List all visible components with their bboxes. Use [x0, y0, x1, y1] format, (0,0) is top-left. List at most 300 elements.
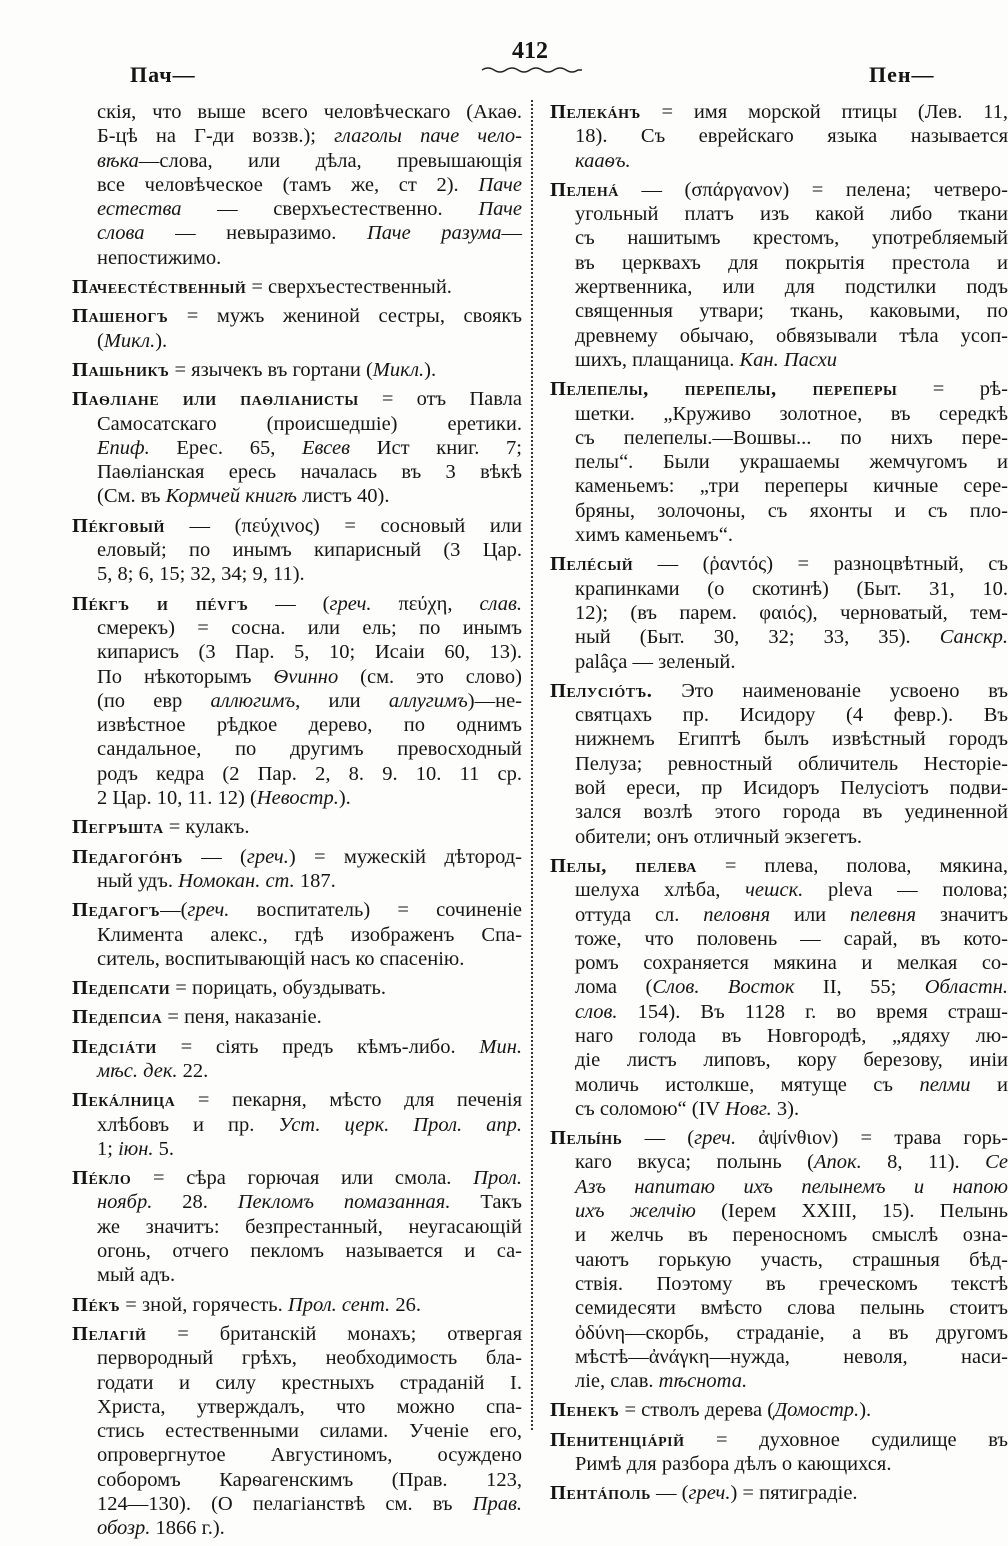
italic-text: Кормчей книгѣ: [165, 485, 297, 508]
entry-line: [72, 898, 522, 922]
italic-text: аллюгимъ: [210, 689, 296, 712]
entry-line: [72, 640, 522, 664]
italic-text: Пекломъ помазанная.: [237, 1191, 451, 1214]
italic-text: слова: [97, 222, 145, 245]
headword: Пеленá: [550, 178, 619, 201]
definition-text: моличь истолкше, мятуще съ: [575, 1073, 920, 1096]
entry-line: [72, 689, 522, 713]
entry-line: [550, 1452, 1008, 1476]
italic-text: аллугимъ: [388, 689, 468, 712]
dictionary-entry: [72, 815, 522, 839]
dictionary-entry: [72, 898, 522, 971]
definition-text: въ церквахъ для покрытія престола и: [575, 251, 1008, 274]
entry-line: [72, 1137, 522, 1161]
italic-text: Областн.: [924, 976, 1008, 999]
entry-line: [550, 800, 1008, 824]
definition-text: (: [97, 329, 104, 352]
entry-line: [550, 878, 1008, 902]
entry-line: [550, 703, 1008, 727]
entry-line: [72, 538, 522, 562]
entry-line: [550, 727, 1008, 751]
headword: Педепсиа: [72, 1006, 163, 1029]
dictionary-entry: [72, 1166, 522, 1287]
definition-text: нижнемъ Египтѣ былъ извѣстный городъ: [575, 728, 1008, 751]
definition-text: —: [501, 222, 522, 245]
entry-line: [550, 275, 1008, 299]
definition-text: зался возлѣ этого города въ уединенной: [575, 801, 1008, 824]
definition-text: съ соломою“ (IV: [575, 1097, 725, 1120]
definition-text: ствія. Поэтому въ греческомъ текстѣ: [575, 1272, 1008, 1295]
entry-line: [72, 845, 522, 869]
definition-text: πεύχη,: [371, 592, 480, 615]
dictionary-entry: [550, 1481, 1008, 1505]
italic-text: Невостр.: [256, 787, 339, 810]
italic-text: Прав.: [472, 1493, 522, 1516]
italic-text: греч.: [694, 1127, 737, 1150]
definition-text: Это наименованіе усвоено въ: [652, 679, 1008, 702]
dictionary-entry: [72, 387, 522, 508]
headword: Пéкгъ и пévгъ: [72, 592, 249, 615]
dictionary-entry: [550, 377, 1008, 547]
definition-text: непостижимо.: [97, 246, 222, 269]
entry-line: [72, 1371, 522, 1395]
definition-text: — (: [622, 1127, 695, 1150]
entry-line: [550, 450, 1008, 474]
entry-line: [72, 1516, 522, 1540]
dictionary-entry: [72, 514, 522, 587]
definition-text: съ нашитымъ крестомъ, употребляемый: [575, 227, 1008, 250]
definition-text: Климента алекс., гдѣ изображенъ Спа-: [97, 923, 522, 946]
definition-text: ).: [338, 787, 351, 810]
definition-text: Христа, утверждалъ, что можно спа-: [97, 1395, 522, 1418]
entry-line: [72, 665, 522, 689]
entry-line: [550, 1073, 1008, 1097]
definition-text: мый адъ.: [97, 1264, 176, 1287]
entry-line: [72, 1166, 522, 1190]
definition-text: вой ереси, пр Исидоръ Пелусіотъ подви-: [575, 777, 1008, 800]
entry-line: [550, 951, 1008, 975]
entry-line: [72, 1346, 522, 1370]
headword: Пелусióтъ.: [550, 679, 653, 702]
italic-text: мѣс. дек.: [97, 1059, 178, 1082]
entry-line: [72, 1468, 522, 1492]
definition-text: Такъ: [450, 1191, 522, 1214]
headword: Педагогъ: [72, 899, 161, 922]
italic-text: естества: [97, 198, 182, 221]
definition-text: огонь, отчего пекломъ называется и са-: [97, 1240, 522, 1263]
dictionary-entry: [72, 1293, 522, 1317]
definition-text: = пекарня, мѣсто для печенія: [175, 1089, 522, 1112]
entry-line: [72, 592, 522, 616]
definition-text: Ерес. 65,: [149, 436, 303, 459]
dictionary-entry: [72, 592, 522, 811]
entry-line: [72, 947, 522, 971]
entry-line: [550, 1369, 1008, 1393]
definition-text: годати и силу крестныхъ страданій І.: [97, 1371, 522, 1394]
running-head-right: Пен—: [869, 62, 935, 87]
entry-line: [72, 869, 522, 893]
definition-text: 26.: [390, 1293, 421, 1316]
italic-text: кааѳъ.: [575, 149, 631, 172]
italic-text: Уст. церк. Прол. апр.: [278, 1113, 522, 1136]
dictionary-entry: [72, 304, 522, 353]
entry-line: [550, 825, 1008, 849]
definition-text: первородный грѣхъ, необходимость бла-: [97, 1347, 522, 1370]
italic-text: Новг.: [724, 1097, 772, 1120]
entry-line: [550, 854, 1008, 878]
entry-line: [72, 1005, 522, 1029]
definition-text: = сверхъестественный.: [246, 276, 452, 299]
italic-text: Ѳvинно: [273, 665, 339, 688]
italic-text: ихъ желчію: [575, 1200, 696, 1223]
definition-text: хлѣбовъ и пр.: [97, 1113, 279, 1136]
italic-text: пелми: [919, 1073, 971, 1096]
entry-line: [550, 1248, 1008, 1272]
definition-text: = стволъ дерева (: [619, 1399, 775, 1422]
entry-line: [72, 1419, 522, 1443]
dictionary-entry: [550, 100, 1008, 173]
definition-text: ромъ сохраняется мякина и мелкая со-: [575, 952, 1008, 975]
italic-text: Евсев: [302, 436, 350, 459]
definition-text: съ пелепелы.—Вошвы... по нихъ пере-: [575, 426, 1008, 449]
definition-text: pleva — полова;: [803, 879, 1008, 902]
definition-text: ) = пятиградіе.: [730, 1482, 858, 1505]
italic-text: Азъ напитаю ихъ пелынемъ и напою: [575, 1175, 1008, 1198]
entry-line: [550, 975, 1008, 999]
italic-text: пеловня: [703, 903, 771, 926]
definition-text: 8, 11).: [861, 1151, 986, 1174]
headword: Пенекъ: [550, 1399, 620, 1422]
definition-text: мѣстѣ—ἀνάγκη—нужда, неволя, наси-: [575, 1345, 1008, 1368]
dictionary-entry: [72, 1088, 522, 1161]
definition-text: 187.: [294, 869, 336, 892]
definition-text: = пеня, наказаніе.: [162, 1006, 322, 1029]
italic-text: Мин.: [479, 1035, 522, 1058]
definition-text: кипарисъ (3 Пар. 5, 10; Исаіи 60, 13).: [97, 641, 522, 664]
definition-text: ὀδύνη—скорбь, страданіе, а въ другомъ: [575, 1321, 1008, 1344]
definition-text: семидесяти вмѣсто слова пелынь стоитъ: [575, 1297, 1008, 1320]
dictionary-entry: [72, 275, 522, 299]
entry-line: [72, 484, 522, 508]
entry-line: [72, 304, 522, 328]
headword: Пашеногъ: [72, 305, 169, 328]
definition-text: пелы“. Были украшаемы жемчугомъ и: [575, 451, 1008, 474]
definition-text: palâça — зеленый.: [575, 650, 736, 673]
definition-text: каго вкуса; полынь (: [575, 1151, 814, 1174]
definition-text: — (πεύχινος) = сосновый или: [164, 514, 522, 537]
definition-text: извѣстное рѣдкое дерево, по однимъ: [97, 714, 522, 737]
definition-text: ный (Быт. 30, 32; 33, 35).: [575, 626, 940, 649]
italic-text: обозр.: [97, 1517, 151, 1540]
definition-text: = зной, горячесть.: [120, 1293, 288, 1316]
definition-text: оттуда сл.: [575, 903, 704, 926]
definition-text: древнему обычаю, обвязывали тѣла усоп-: [575, 324, 1008, 347]
ornamental-rule: [482, 66, 582, 74]
entry-line: [72, 221, 522, 245]
definition-text: 22.: [177, 1059, 209, 1082]
headword: Пéкло: [72, 1167, 132, 1190]
entry-line: [72, 173, 522, 197]
entry-line: [550, 1345, 1008, 1369]
entry-line: [550, 499, 1008, 523]
entry-line: [550, 1223, 1008, 1247]
italic-text: Паче разума: [367, 222, 502, 245]
italic-text: Санскр.: [939, 626, 1008, 649]
entry-line: [72, 1113, 522, 1137]
definition-text: = духовное судилище въ: [684, 1428, 1008, 1451]
italic-text: греч.: [187, 899, 230, 922]
definition-text: еловый; по инымъ кипарисный (3 Цар.: [97, 539, 522, 562]
entry-line: [72, 737, 522, 761]
entry-line: [550, 377, 1008, 401]
entry-line: [550, 577, 1008, 601]
definition-text: = мужъ жениной сестры, своякъ: [168, 305, 522, 328]
entry-line: [550, 903, 1008, 927]
entry-line: [72, 762, 522, 786]
italic-text: Епиф.: [97, 436, 150, 459]
dictionary-entry: [72, 1322, 522, 1541]
definition-text: 3).: [771, 1097, 800, 1120]
entry-line: [550, 226, 1008, 250]
entry-line: [72, 1395, 522, 1419]
italic-text: Микл.: [103, 329, 156, 352]
entry-line: [72, 436, 522, 460]
entry-line: [72, 1322, 522, 1346]
definition-text: наго голода въ Новгородѣ, „ядяху лю-: [575, 1024, 1008, 1047]
definition-text: )—не-: [467, 689, 523, 712]
headword: Педагогóнъ: [72, 845, 183, 868]
entry-line: [72, 149, 522, 173]
definition-text: = порицать, обуздывать.: [170, 977, 387, 1000]
definition-text: (по евр: [97, 689, 211, 712]
headword: Пегръшта: [72, 816, 164, 839]
entry-line: [72, 1059, 522, 1083]
entry-line: [72, 1190, 522, 1214]
dictionary-entry: [72, 1005, 522, 1029]
italic-text: Домостр.: [774, 1399, 860, 1422]
definition-text: 124—130). (О пелагіанствѣ см. въ: [97, 1493, 473, 1516]
definition-text: — (: [650, 1482, 689, 1505]
entry-line: [550, 1272, 1008, 1296]
entry-line: [72, 1263, 522, 1287]
entry-line: [550, 1126, 1008, 1150]
entry-line: [72, 329, 522, 353]
entry-line: [72, 514, 522, 538]
definition-text: (Іерем XXIII, 15). Пелынь: [695, 1200, 1008, 1223]
definition-text: 1866 г.).: [150, 1517, 225, 1540]
dictionary-entry: [72, 845, 522, 894]
entry-line: [550, 650, 1008, 674]
definition-text: жертвенника, или для подстилки подъ: [575, 276, 1008, 299]
italic-text: вѣка: [97, 149, 139, 172]
definition-text: шелуха хлѣба,: [575, 879, 746, 902]
italic-text: греч.: [688, 1482, 731, 1505]
entry-line: [72, 1443, 522, 1467]
entry-line: [550, 1398, 1008, 1422]
right-column: [550, 100, 1008, 1511]
entry-line: [550, 776, 1008, 800]
entry-line: [550, 1048, 1008, 1072]
headword: Пелепелы, перепелы, переперы: [550, 378, 898, 401]
dictionary-entry: [72, 976, 522, 1000]
entry-line: [550, 299, 1008, 323]
headword: Пачеестéственный: [72, 276, 247, 299]
definition-text: Римѣ для разбора дѣлъ о кающихся.: [575, 1453, 892, 1476]
entry-line: [550, 1296, 1008, 1320]
definition-text: — (σπάργανον) = пелена; четверо-: [618, 178, 1008, 201]
italic-text: Паче: [478, 198, 522, 221]
definition-text: Б-цѣ на Г-ди воззв.);: [97, 125, 335, 148]
dictionary-entry: [550, 1126, 1008, 1393]
entry-line: [550, 202, 1008, 226]
definition-text: родъ кедра (2 Пар. 2, 8. 9. 10. 11 ср.: [97, 762, 522, 785]
definition-text: —слова, или дѣла, превышающія: [138, 149, 522, 172]
italic-text: Микл.: [372, 358, 425, 381]
definition-text: же значитъ: безпрестанный, неугасающій: [97, 1215, 522, 1238]
entry-line: [550, 1097, 1008, 1121]
headword: Паѳліане или паѳліанисты: [72, 388, 359, 411]
definition-text: все человѣческое (тамъ же, ст 2).: [97, 173, 479, 196]
definition-text: = язычекъ въ гортани (: [169, 358, 373, 381]
definition-text: Ист книг. 7;: [350, 436, 523, 459]
entry-line: [550, 474, 1008, 498]
definition-text: бряны, золочоны, съ яхонты и съ пло-: [575, 499, 1008, 522]
italic-text: чешск.: [745, 879, 804, 902]
entry-line: [72, 124, 522, 148]
definition-text: , или: [295, 689, 389, 712]
definition-text: священныя утвари; ткань, каковыми, по: [575, 300, 1008, 323]
italic-text: слав.: [479, 592, 523, 615]
italic-text: слов.: [575, 1000, 618, 1023]
definition-text: и желчь въ переносномъ смыслѣ озна-: [575, 1224, 1008, 1247]
definition-text: 154). Въ 1128 г. во время страш-: [617, 1000, 1008, 1023]
headword: Пекáлница: [72, 1089, 176, 1112]
definition-text: = сѣра горючая или смола.: [131, 1167, 474, 1190]
dictionary-entry: [550, 679, 1008, 849]
definition-text: и: [970, 1073, 1008, 1096]
definition-text: химъ каменьемъ“.: [575, 524, 733, 547]
entry-line: [72, 197, 522, 221]
definition-text: ).: [859, 1399, 872, 1422]
definition-text: 28.: [152, 1191, 238, 1214]
definition-text: шихъ, плащаница.: [575, 348, 740, 371]
definition-text: — (: [182, 845, 247, 868]
entry-line: [550, 523, 1008, 547]
definition-text: = отъ Павла: [358, 388, 522, 411]
definition-text: II, 55;: [794, 976, 925, 999]
entry-line: [550, 124, 1008, 148]
entry-line: [550, 927, 1008, 951]
headword: Педепсати: [72, 977, 171, 1000]
entry-line: [72, 786, 522, 810]
definition-text: скія, что выше всего человѣческаго (Акаѳ.: [97, 101, 522, 123]
definition-text: —(: [160, 899, 188, 922]
entry-line: [72, 923, 522, 947]
definition-text: 2 Цар. 10, 11. 12) (: [97, 787, 257, 810]
italic-text: Се: [985, 1151, 1008, 1174]
entry-line: [72, 358, 522, 382]
dictionary-entry: [550, 178, 1008, 372]
definition-text: ἀψίνθιον) = трава горь-: [736, 1127, 1008, 1150]
headword: Пéкъ: [72, 1293, 121, 1316]
definition-text: значитъ: [915, 903, 1008, 926]
definition-text: ).: [424, 358, 437, 381]
definition-text: листъ 40).: [296, 485, 390, 508]
definition-text: воспитатель) = сочиненіе: [229, 899, 522, 922]
italic-text: глаголы паче чело-: [334, 125, 522, 148]
entry-line: [72, 460, 522, 484]
definition-text: діе листъ липовъ, кору березову, иніи: [575, 1049, 1008, 1072]
entry-line: [550, 426, 1008, 450]
italic-text: Слов. Восток: [652, 976, 795, 999]
italic-text: Прол.: [473, 1167, 522, 1190]
definition-text: (см. это слово): [338, 665, 522, 688]
definition-text: обители; онъ отличный экзегетъ.: [575, 825, 863, 848]
italic-text: Кан. Пасхи: [739, 348, 838, 371]
definition-text: — невыразимо.: [144, 222, 367, 245]
entry-line: [72, 815, 522, 839]
definition-text: ный удъ.: [97, 869, 179, 892]
italic-text: пелевня: [850, 903, 916, 926]
headword: Пашьникъ: [72, 358, 170, 381]
entry-line: [72, 1215, 522, 1239]
dictionary-entry: [72, 100, 522, 270]
definition-text: ) = мужескій дѣтород-: [288, 845, 523, 868]
entry-line: [72, 562, 522, 586]
definition-text: сандальное, по другимъ превосходный: [97, 738, 522, 761]
definition-text: = плева, полова, мякина,: [696, 854, 1008, 877]
entry-line: [72, 1035, 522, 1059]
definition-text: — (ῥαντός) = разноцвѣтный, съ: [633, 553, 1008, 576]
entry-line: [550, 1150, 1008, 1174]
entry-line: [550, 149, 1008, 173]
entry-line: [72, 387, 522, 411]
entry-line: [72, 1492, 522, 1516]
entry-line: [550, 178, 1008, 202]
definition-text: — сверхъестественно.: [181, 198, 479, 221]
entry-line: [550, 1428, 1008, 1452]
headword: Пелагій: [72, 1322, 147, 1345]
entry-line: [550, 625, 1008, 649]
italic-text: Прол. сент.: [287, 1293, 391, 1316]
entry-line: [72, 1088, 522, 1112]
italic-text: тѣснота.: [658, 1370, 748, 1393]
entry-line: [550, 1175, 1008, 1199]
definition-text: ситель, воспитывающій насъ ко спасенію.: [97, 947, 465, 970]
definition-text: опровергнутое Августиномъ, осуждено: [97, 1444, 522, 1467]
definition-text: святцахъ пр. Исидору (4 февр.). Въ: [575, 704, 1008, 727]
entry-line: [550, 324, 1008, 348]
entry-line: [72, 246, 522, 270]
definition-text: (См. въ: [97, 485, 166, 508]
page-number: 412: [512, 38, 548, 64]
entry-line: [550, 1199, 1008, 1223]
definition-text: = рѣ-: [897, 378, 1008, 401]
definition-text: Самосатскаго (происшедшіе) еретики.: [97, 412, 522, 435]
definition-text: ліе, слав.: [575, 1370, 659, 1393]
entry-line: [550, 402, 1008, 426]
definition-text: смерекъ) = сосна. или ель; по инымъ: [97, 616, 522, 639]
definition-text: Пелуза; ревностный обличитель Несторіе-: [575, 752, 1008, 775]
definition-text: ).: [155, 329, 168, 352]
definition-text: 5.: [153, 1137, 175, 1160]
definition-text: чаютъ горькую участь, страшныя бѣд-: [575, 1248, 1008, 1271]
definition-text: лома (: [575, 976, 653, 999]
entry-line: [550, 1000, 1008, 1024]
entry-line: [550, 752, 1008, 776]
left-column: [72, 100, 522, 1546]
running-head-left: Пач—: [130, 62, 196, 87]
